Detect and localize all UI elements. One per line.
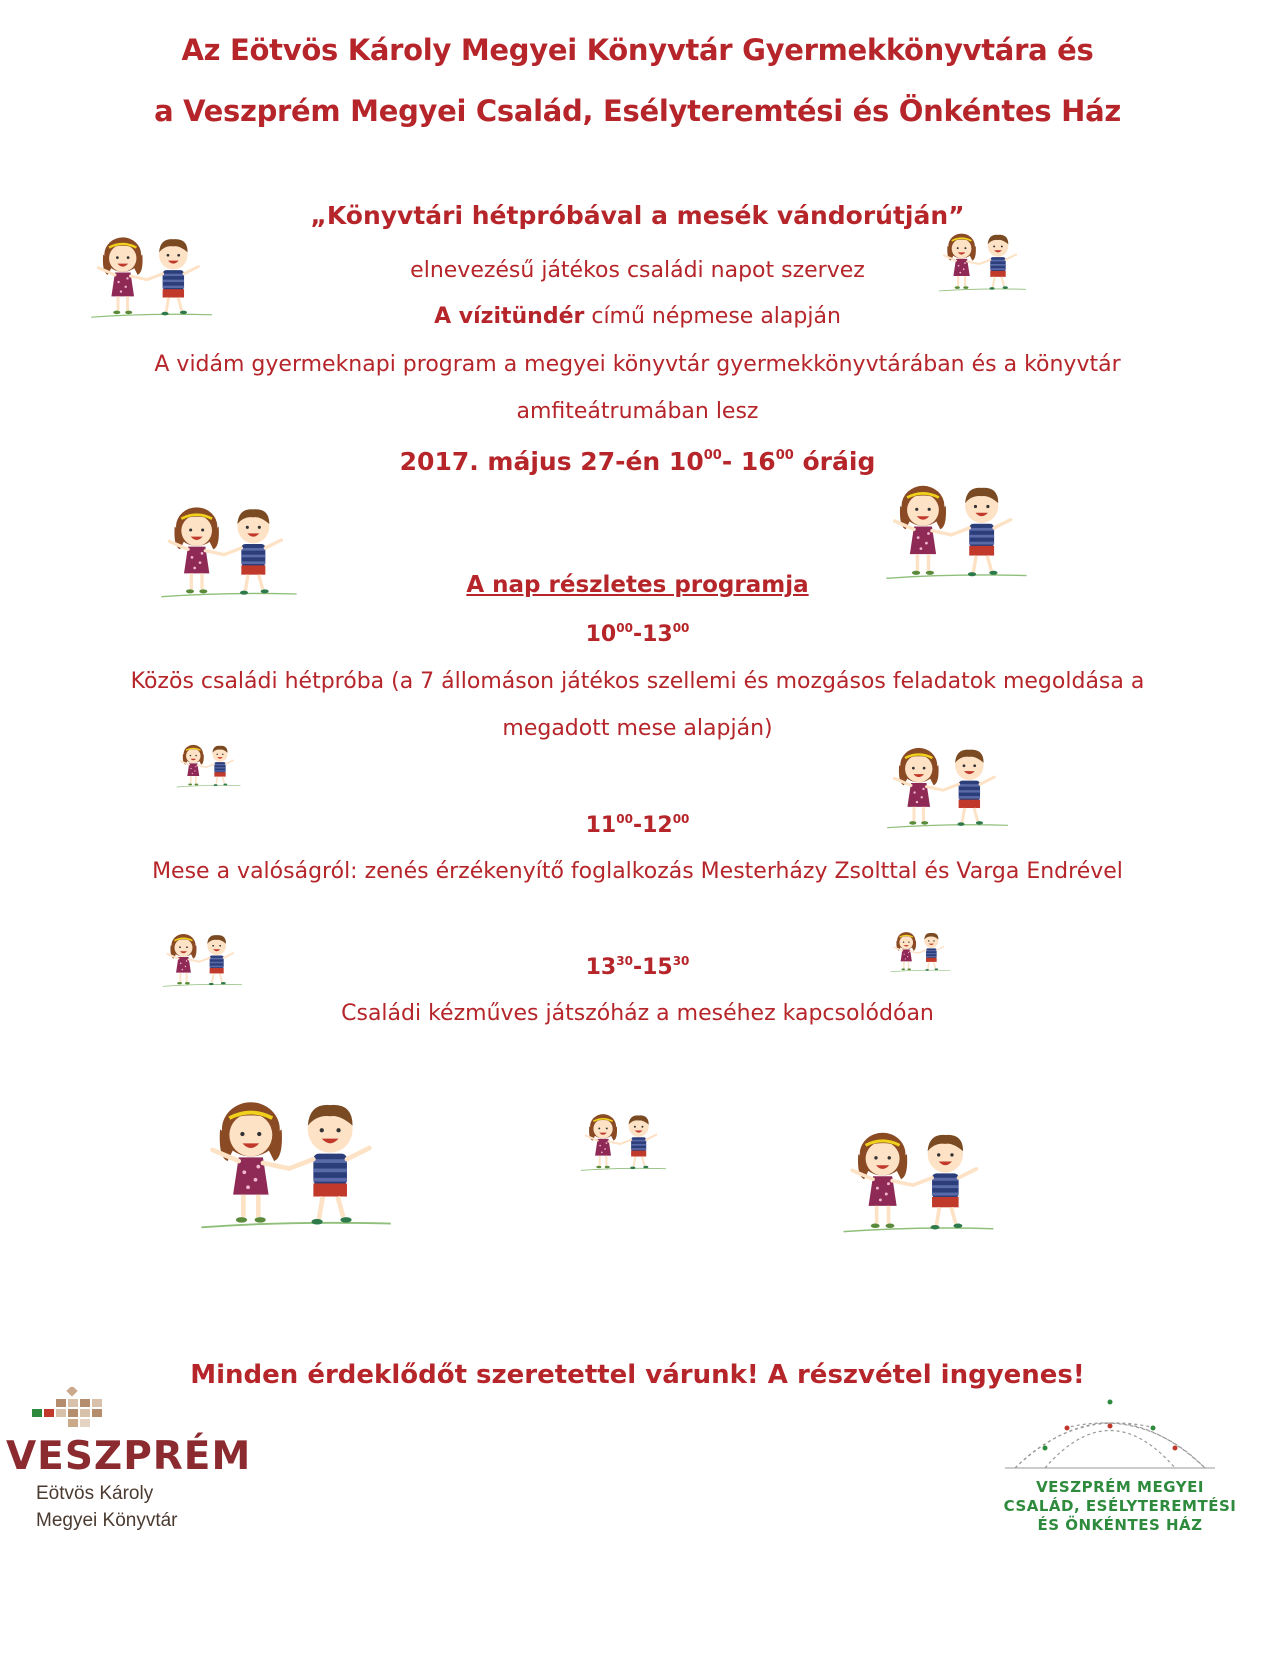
time-end-sup: 00 bbox=[672, 812, 690, 826]
footer-invite: Minden érdeklődőt szeretettel várunk! A részvétel ingyenes! bbox=[190, 1360, 1085, 1390]
kids-illustration bbox=[90, 228, 215, 323]
event-date-sup-1: 00 bbox=[703, 448, 722, 463]
library-logo-line-2: Megyei Könyvtár bbox=[36, 1510, 178, 1531]
library-logo-line-1: Eötvös Károly bbox=[36, 1483, 154, 1504]
time-end-sup: 30 bbox=[672, 954, 690, 968]
schedule-desc-3: Családi kézműves játszóház a meséhez kapcsolódóan bbox=[341, 1001, 934, 1026]
event-tale-rest: című népmese alapján bbox=[584, 304, 841, 329]
event-title: „Könyvtári hétpróbával a mesék vándorútján” bbox=[310, 201, 965, 230]
kids-illustration bbox=[580, 1108, 668, 1174]
time-end: -15 bbox=[632, 955, 673, 980]
event-program-line-1: A vidám gyermeknapi program a megyei könyvtár gyermekkönyvtárában és a könyvtár bbox=[154, 352, 1121, 377]
time-end-sup: 00 bbox=[672, 621, 690, 635]
library-logo bbox=[6, 1434, 261, 1620]
time-start: 10 bbox=[585, 622, 617, 647]
schedule-heading: A nap részletes programja bbox=[466, 572, 809, 598]
kids-illustration bbox=[162, 928, 244, 990]
library-logo-brand: VESZPRÉM bbox=[6, 1434, 252, 1479]
family-house-line-3: ÉS ÖNKÉNTES HÁZ bbox=[1037, 1516, 1203, 1534]
schedule-desc-1a: Közös családi hétpróba (a 7 állomáson játékos szellemi és mozgásos feladatok megoldása a bbox=[130, 669, 1145, 694]
time-start-sup: 00 bbox=[616, 812, 633, 826]
schedule-desc-1b: megadott mese alapján) bbox=[502, 716, 773, 741]
event-date bbox=[0, 447, 1275, 476]
schedule-time-2 bbox=[0, 812, 1275, 838]
header-line-2: a Veszprém Megyei Család, Esélyteremtési és Önkéntes Ház bbox=[154, 94, 1121, 128]
kids-illustration bbox=[938, 228, 1028, 294]
family-house-logo bbox=[1003, 1460, 1250, 1620]
time-end: -12 bbox=[632, 813, 673, 838]
family-house-line-1: VESZPRÉM MEGYEI bbox=[1036, 1478, 1204, 1496]
time-start: 11 bbox=[585, 813, 617, 838]
kids-illustration bbox=[176, 740, 242, 790]
time-start-sup: 30 bbox=[616, 954, 633, 968]
kids-illustration bbox=[885, 478, 1030, 582]
header-line-1: Az Eötvös Károly Megyei Könyvtár Gyermekkönyvtára és bbox=[181, 33, 1094, 67]
event-date-suffix: óráig bbox=[793, 447, 876, 476]
event-date-sup-2: 00 bbox=[775, 448, 794, 463]
event-tale-title: A vízitündér bbox=[434, 304, 585, 329]
event-program-line-2: amfiteátrumában lesz bbox=[516, 399, 759, 424]
time-start: 13 bbox=[585, 955, 617, 980]
schedule-desc-2: Mese a valóságról: zenés érzékenyítő foglalkozás Mesterházy Zsolttal és Varga Endrével bbox=[152, 859, 1123, 884]
event-organize-text: elnevezésű játékos családi napot szervez bbox=[410, 258, 865, 283]
time-start-sup: 00 bbox=[616, 621, 633, 635]
family-house-logo-mark bbox=[1005, 1398, 1215, 1470]
kids-illustration bbox=[195, 1092, 400, 1232]
kids-illustration bbox=[890, 928, 952, 974]
kids-illustration bbox=[842, 1124, 997, 1236]
schedule-time-1 bbox=[0, 621, 1275, 647]
kids-illustration bbox=[886, 740, 1011, 832]
event-date-prefix: 2017. május 27-én 10 bbox=[399, 447, 704, 476]
event-date-mid: - 16 bbox=[721, 447, 776, 476]
time-end: -13 bbox=[632, 622, 673, 647]
library-logo-mark bbox=[32, 1387, 132, 1427]
kids-illustration bbox=[160, 498, 300, 602]
family-house-line-2: CSALÁD, ESÉLYTEREMTÉSI bbox=[1003, 1497, 1237, 1515]
